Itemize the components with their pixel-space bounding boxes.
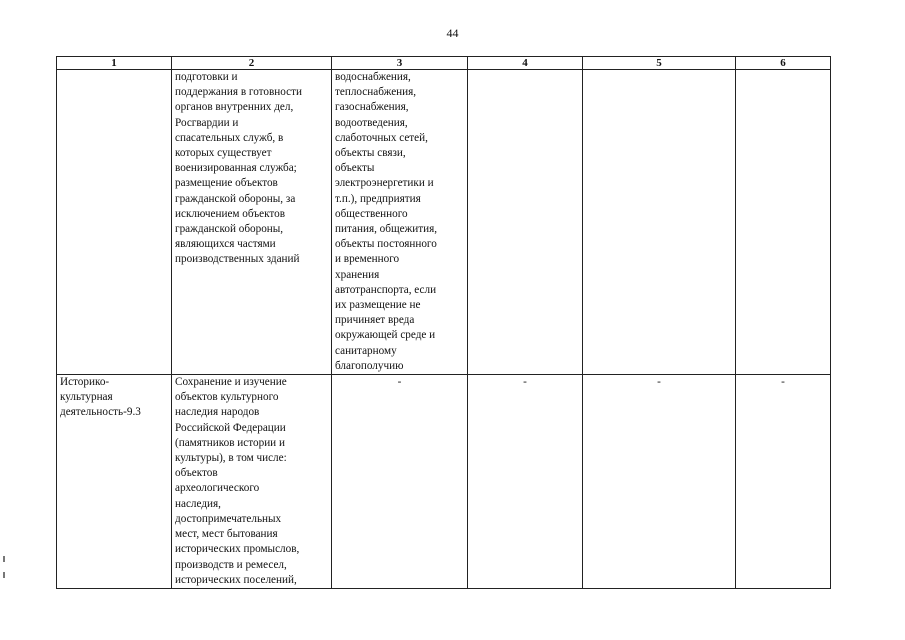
column-header-6: 6 bbox=[736, 57, 831, 70]
table-cell: - bbox=[583, 375, 736, 589]
scan-edge-mark bbox=[3, 556, 5, 562]
page-number: 44 bbox=[446, 26, 459, 40]
column-header-1: 1 bbox=[57, 57, 172, 70]
table-row bbox=[57, 70, 831, 375]
table-cell: подготовки и поддержания в готовности органов внутренних дел, Росгвардии и спасательных служб, в которых существует военизированная служба; размещение объектов гражданской обороны, за исключением объектов гражданской обороны, являющихся частями производственных зданий bbox=[172, 70, 332, 375]
table-cell bbox=[57, 70, 172, 375]
table-cell: - bbox=[468, 375, 583, 589]
table-cell: Сохранение и изучение объектов культурного наследия народов Российской Федерации (памятников истории и культуры), в том числе: объектов археологического наследия, достопримечательных мест, мест бытования исторических промыслов, производств и ремесел, исторических поселений, bbox=[172, 375, 332, 589]
scan-edge-mark bbox=[3, 572, 5, 578]
column-header-5: 5 bbox=[583, 57, 736, 70]
table-cell bbox=[583, 70, 736, 375]
table-cell: - bbox=[736, 375, 831, 589]
column-header-2: 2 bbox=[172, 57, 332, 70]
table-cell: водоснабжения, теплоснабжения, газоснабжения, водоотведения, слаботочных сетей, объекты связи, объекты электроэнергетики и т.п.), предприятия общественного питания, общежития, объекты постоянного и временного хранения автотранспорта, если их размещение не причиняет вреда окружающей среде и санитарному благополучию bbox=[332, 70, 468, 375]
table-cell: - bbox=[332, 375, 468, 589]
column-header-3: 3 bbox=[332, 57, 468, 70]
table-row bbox=[57, 375, 831, 589]
table-header-row bbox=[57, 57, 831, 70]
document-table bbox=[56, 56, 831, 589]
table-cell bbox=[736, 70, 831, 375]
column-header-4: 4 bbox=[468, 57, 583, 70]
table-cell bbox=[468, 70, 583, 375]
table-cell: Историко- культурная деятельность-9.3 bbox=[57, 375, 172, 589]
